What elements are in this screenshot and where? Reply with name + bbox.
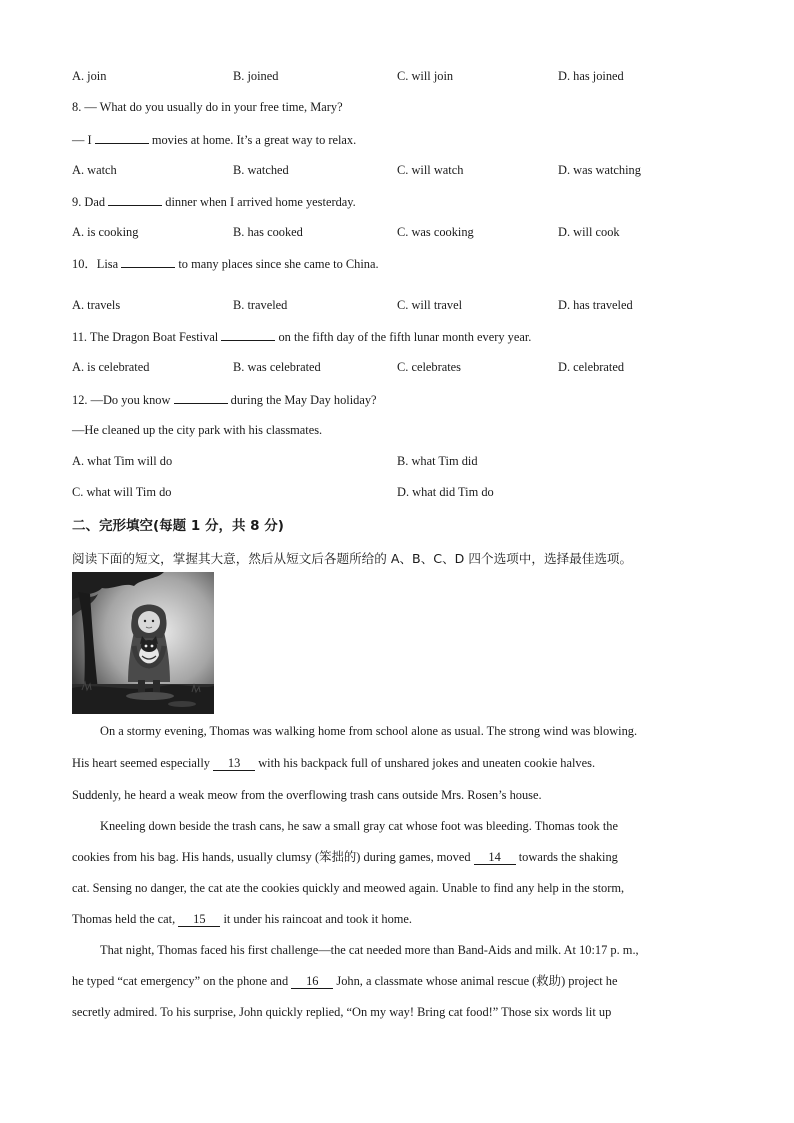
- q12-before: 12. —Do you know: [72, 393, 171, 407]
- q10-before: 10．Lisa: [72, 257, 119, 271]
- q10-stem: [72, 255, 379, 272]
- q12-option-b: B. what Tim did: [397, 454, 478, 468]
- passage-text: John, a classmate whose animal rescue (救助) project he: [336, 974, 618, 988]
- q10-option-a: A. travels: [72, 298, 121, 312]
- blank-16[interactable]: 16: [291, 974, 333, 989]
- passage-text: with his backpack full of unshared jokes and uneaten cookie halves.: [258, 756, 596, 770]
- passage-p2-line1: Kneeling down beside the trash cans, he saw a small gray cat whose foot was bleeding. Thomas took the: [100, 819, 618, 833]
- q8-prompt: 8. — What do you usually do in your free time, Mary?: [72, 100, 343, 114]
- passage-text: cookies from his bag. His hands, usually clumsy (笨拙的) during games, moved: [72, 850, 471, 864]
- passage-p2-line4: [72, 911, 712, 927]
- q11-stem: [72, 328, 531, 345]
- passage-p2-line3: cat. Sensing no danger, the cat ate the cookies quickly and meowed again. Unable to find any help in the storm,: [72, 881, 625, 895]
- q10-answer-blank[interactable]: [121, 255, 175, 268]
- q8-option-a: A. watch: [72, 163, 117, 177]
- q8-answer-blank[interactable]: [95, 131, 149, 144]
- q10-option-b: B. traveled: [233, 298, 288, 312]
- passage-p1-line2: [72, 755, 712, 771]
- q12-reply: —He cleaned up the city park with his classmates.: [72, 423, 323, 437]
- q7-option-b: B. joined: [233, 69, 279, 83]
- q7-option-c: C. will join: [397, 69, 454, 83]
- q9-option-a: A. is cooking: [72, 225, 139, 239]
- q11-option-b: B. was celebrated: [233, 360, 321, 374]
- passage-p3-line1: That night, Thomas faced his first challenge—the cat needed more than Band-Aids and milk. At 10:17 p. m.,: [100, 943, 639, 957]
- q7-option-d: D. has joined: [558, 69, 624, 83]
- passage-text: towards the shaking: [518, 850, 618, 864]
- passage-p1-line3: Suddenly, he heard a weak meow from the overflowing trash cans outside Mrs. Rosen’s house.: [72, 788, 542, 802]
- q11-answer-blank[interactable]: [221, 328, 275, 341]
- q12-option-a: A. what Tim will do: [72, 454, 173, 468]
- q8-option-d: D. was watching: [558, 163, 641, 177]
- passage-p1-line1: On a stormy evening, Thomas was walking home from school alone as usual. The strong wind was blowing.: [100, 724, 638, 738]
- blank-13[interactable]: 13: [213, 756, 255, 771]
- passage-text: His heart seemed especially: [72, 756, 210, 770]
- q10-after: to many places since she came to China.: [178, 257, 379, 271]
- q9-option-b: B. has cooked: [233, 225, 303, 239]
- passage-text: it under his raincoat and took it home.: [223, 912, 413, 926]
- section-title: 二、完形填空(每题 1 分，共 8 分): [72, 518, 284, 534]
- section-instruction: 阅读下面的短文，掌握其大意，然后从短文后各题所给的 A、B、C、D 四个选项中，选择最佳选项。: [72, 551, 633, 566]
- passage-p3-line3: secretly admired. To his surprise, John quickly replied, “On my way! Bring cat food!” Those six words lit up: [72, 1005, 612, 1019]
- story-illustration: [72, 572, 214, 714]
- q8-reply-after: movies at home. It’s a great way to relax.: [151, 133, 357, 147]
- q8-reply: [72, 131, 356, 148]
- q12-stem: [72, 391, 377, 408]
- passage-p2-line2: [72, 849, 712, 865]
- q11-after: on the fifth day of the fifth lunar month every year.: [278, 330, 532, 344]
- q9-option-c: C. was cooking: [397, 225, 474, 239]
- q8-option-c: C. will watch: [397, 163, 464, 177]
- q8-option-b: B. watched: [233, 163, 289, 177]
- q9-after: dinner when I arrived home yesterday.: [165, 195, 356, 209]
- passage-p3-line2: [72, 973, 712, 989]
- blank-14[interactable]: 14: [474, 850, 516, 865]
- q8-reply-before: — I: [72, 133, 92, 147]
- q9-option-d: D. will cook: [558, 225, 620, 239]
- passage-text: he typed “cat emergency” on the phone and: [72, 974, 289, 988]
- q10-option-d: D. has traveled: [558, 298, 633, 312]
- q12-answer-blank[interactable]: [174, 391, 228, 404]
- q7-option-a: A. join: [72, 69, 107, 83]
- q12-option-d: D. what did Tim do: [397, 485, 494, 499]
- q12-after: during the May Day holiday?: [230, 393, 377, 407]
- q9-stem: [72, 193, 356, 210]
- q9-answer-blank[interactable]: [108, 193, 162, 206]
- q11-option-d: D. celebrated: [558, 360, 625, 374]
- q12-option-c: C. what will Tim do: [72, 485, 172, 499]
- passage-text: Thomas held the cat,: [72, 912, 176, 926]
- q11-option-c: C. celebrates: [397, 360, 461, 374]
- blank-15[interactable]: 15: [178, 912, 220, 927]
- q10-option-c: C. will travel: [397, 298, 463, 312]
- q11-before: 11. The Dragon Boat Festival: [72, 330, 219, 344]
- q9-before: 9. Dad: [72, 195, 106, 209]
- q11-option-a: A. is celebrated: [72, 360, 150, 374]
